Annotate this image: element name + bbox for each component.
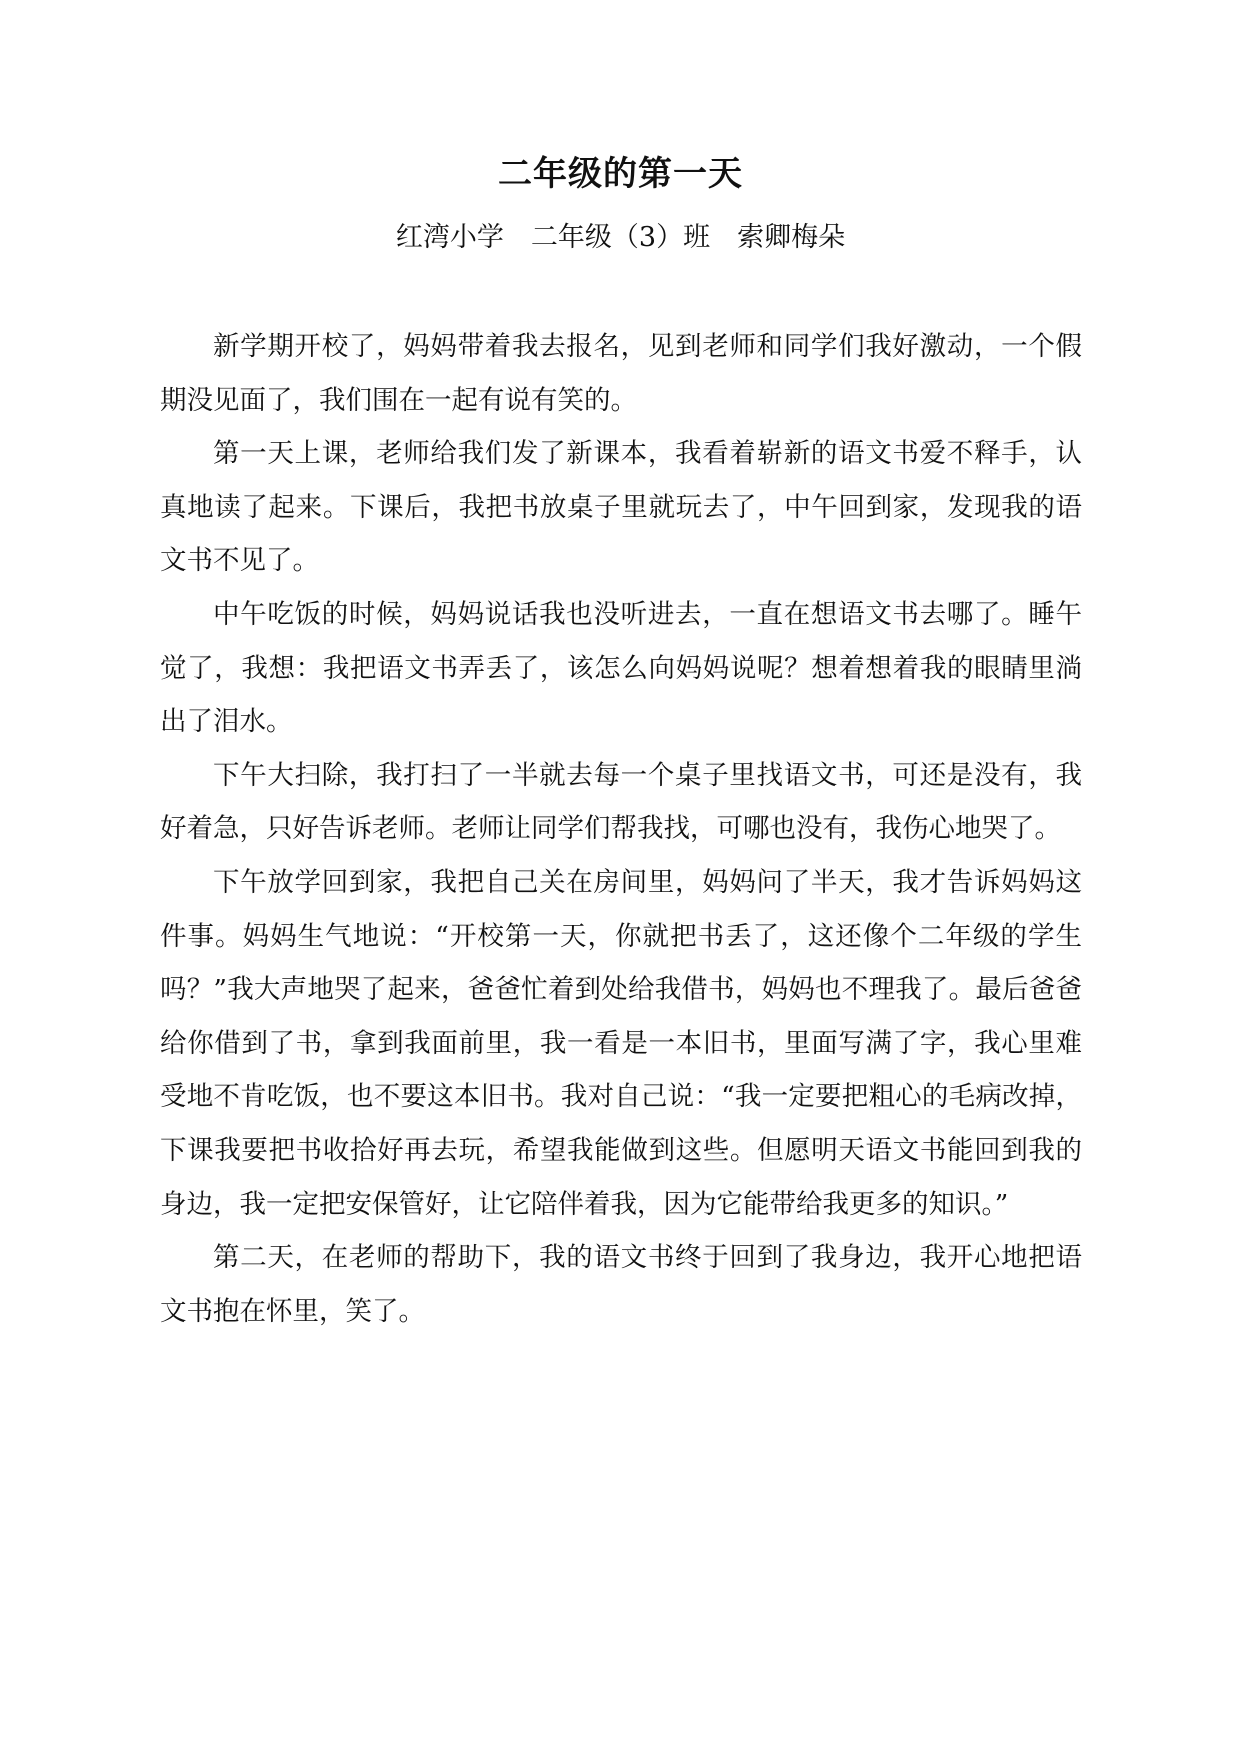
paragraph-3: 中午吃饭的时候，妈妈说话我也没听进去，一直在想语文书去哪了。睡午觉了，我想：我把语文书弄丢了，该怎么向妈妈说呢？想着想着我的眼睛里淌出了泪水。 xyxy=(160,598,1082,738)
paragraph-5: 下午放学回到家，我把自己关在房间里，妈妈问了半天，我才告诉妈妈这件事。妈妈生气地说：“开校第一天，你就把书丢了，这还像个二年级的学生吗？”我大声地哭了起来，爸爸忙着到处给我借书，妈妈也不理我了。最后爸爸给你借到了书，拿到我面前里，我一看是一本旧书，里面写满了字，我心里难受地不肯吃饭，也不要这本旧书。我对自己说：“我一定要把粗心的毛病改掉，下课我要把书收拾好再去玩，希望我能做到这些。但愿明天语文书能回到我的身边，我一定把安保管好，让它陪伴着我，因为它能带给我更多的知识。” xyxy=(160,866,1082,1220)
paragraph-1: 新学期开校了，妈妈带着我去报名，见到老师和同学们我好激动，一个假期没见面了，我们围在一起有说有笑的。 xyxy=(160,331,1082,416)
author-byline: 红湾小学 二年级（3）班 索卿梅朵 xyxy=(395,222,846,253)
paragraph-4: 下午大扫除，我打扫了一半就去每一个桌子里找语文书，可还是没有，我好着急，只好告诉老师。老师让同学们帮我找，可哪也没有，我伤心地哭了。 xyxy=(160,759,1082,845)
essay-body xyxy=(160,320,1082,1338)
paragraph-6: 第二天，在老师的帮助下，我的语文书终于回到了我身边，我开心地把语文书抱在怀里，笑了。 xyxy=(160,1242,1082,1327)
paragraph-2: 第一天上课，老师给我们发了新课本，我看着崭新的语文书爱不释手，认真地读了起来。下课后，我把书放桌子里就玩去了，中午回到家，发现我的语文书不见了。 xyxy=(160,438,1082,577)
page-title: 二年级的第一天 xyxy=(498,154,743,194)
